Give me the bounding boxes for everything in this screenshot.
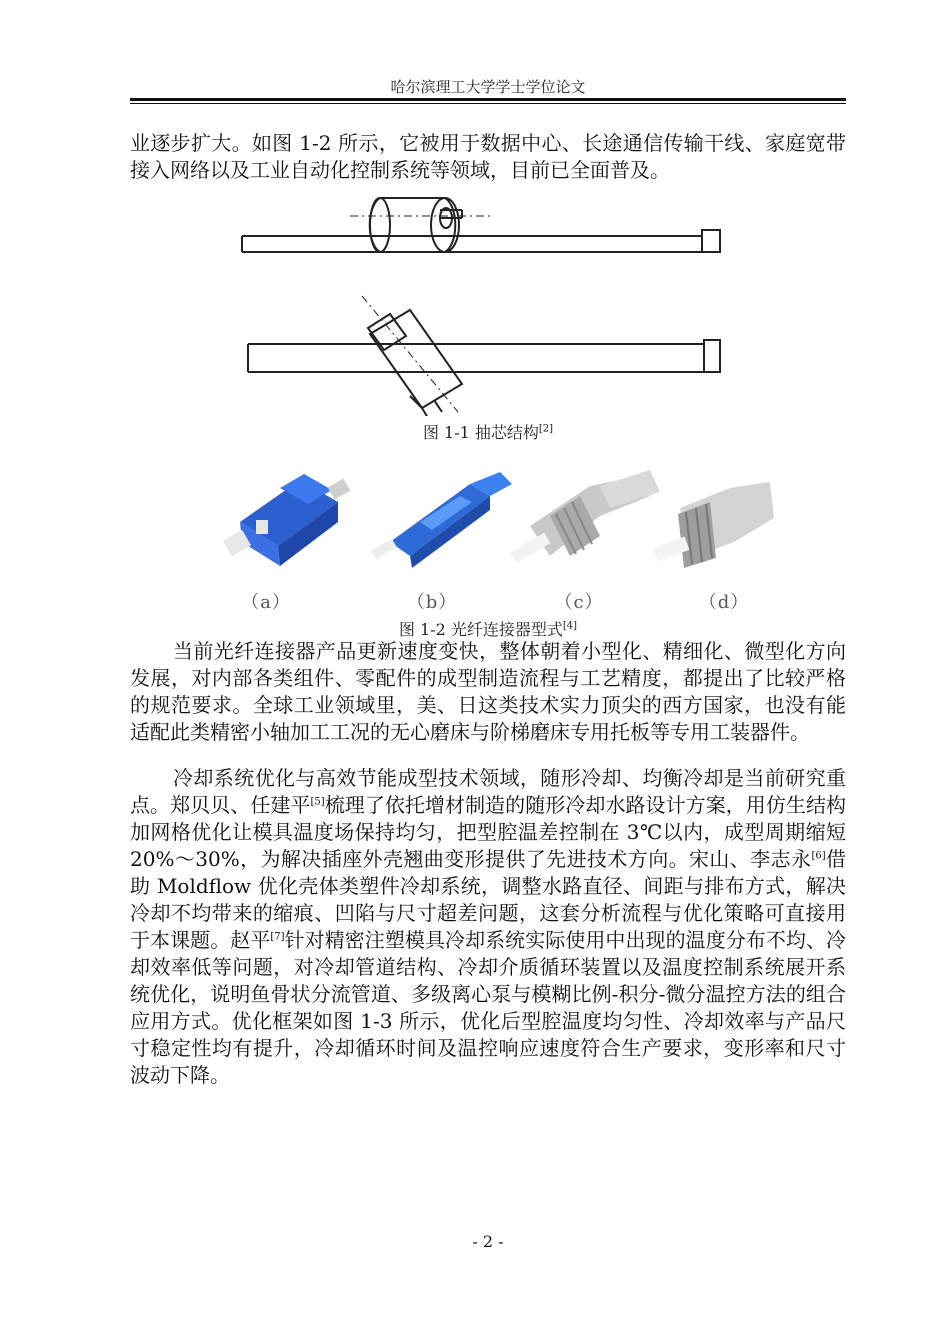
- paragraph-2-part-a: 冷却系统优化与高效节能成型技术领域，随形冷却、均衡冷却是当前研究重点。郑贝贝、任建平: [130, 766, 846, 817]
- figure-1-2-caption-text: 图 1-2 光纤连接器型式: [398, 620, 563, 639]
- connector-c: [510, 470, 660, 563]
- page-number: - 2 -: [472, 1232, 504, 1251]
- connector-b: [371, 472, 512, 568]
- paragraph-2-part-b: 梳理了依托增材制造的随形冷却水路设计方案，用仿生结构加网格优化让模具温度场保持均匀，把型腔温差控制在 3℃以内，成型周期缩短 20%～30%，为解决插座外壳翘曲变形提供了先进技术方向。宋山、李志永: [130, 793, 847, 871]
- figure-1-1-caption-text: 图 1-1 抽芯结构: [422, 423, 539, 442]
- figure-1-2-label-b: （b）: [406, 592, 458, 613]
- core-pulling-drawing: [230, 186, 730, 416]
- figure-1-1-caption: [130, 420, 846, 443]
- figure-1-1-ref: [2]: [538, 423, 554, 435]
- connector-photos: [200, 452, 790, 582]
- body-paragraph-2: [130, 765, 846, 1089]
- intro-paragraph: 业逐步扩大。如图 1-2 所示，它被用于数据中心、长途通信传输干线、家庭宽带接入网络以及工业自动化控制系统等领域，目前已全面普及。: [130, 131, 846, 182]
- figure-1-2-label-c: （c）: [554, 592, 604, 613]
- citation-5: [5]: [310, 796, 325, 808]
- paragraph-2-part-d: 针对精密注塑模具冷却系统实际使用中出现的温度分布不均、冷却效率低等问题，对冷却管道结构、冷却介质循环装置以及温度控制系统展开系统优化，说明鱼骨状分流管道、多级离心泵与模糊比例-积分-微分温控方法的组合应用方式。优化框架如图 1-3 所示，优化后型腔温度均匀性、冷却效率与产品尺寸稳定性均有提升，冷却循环时间及温控响应速度符合生产要求，变形率和尺寸波动下降。: [130, 928, 847, 1087]
- figure-1-2-label-a: （a）: [241, 592, 291, 613]
- running-header: 哈尔滨理工大学学士学位论文: [390, 78, 586, 96]
- header-rule-thick: [130, 98, 846, 101]
- connector-a: [223, 474, 350, 566]
- paragraph-2-part-c: 借助 Moldflow 优化壳体类塑件冷却系统，调整水路直径、间距与排布方式，解决冷却不均带来的缩痕、凹陷与尺寸超差问题，这套分析流程与优化策略可直接用于本课题。赵平: [130, 847, 847, 952]
- figure-1-2-ref: [4]: [562, 620, 578, 632]
- citation-6: [6]: [811, 850, 826, 862]
- citation-7: [7]: [270, 931, 285, 943]
- body-paragraph-1: 当前光纤连接器产品更新速度变快，整体朝着小型化、精细化、微型化方向发展，对内部各类组件、零配件的成型制造流程与工艺精度，都提出了比较严格的规范要求。全球工业领域里，美、日这类技术实力顶尖的西方国家，也没有能适配此类精密小轴加工工况的无心磨床与阶梯磨床专用托板等专用工装器件。: [130, 639, 846, 744]
- figure-1-2-caption: [130, 617, 846, 640]
- figure-1-2-label-d: （d）: [698, 592, 750, 613]
- connector-d: [653, 482, 774, 568]
- header-rule-thin: [130, 103, 846, 104]
